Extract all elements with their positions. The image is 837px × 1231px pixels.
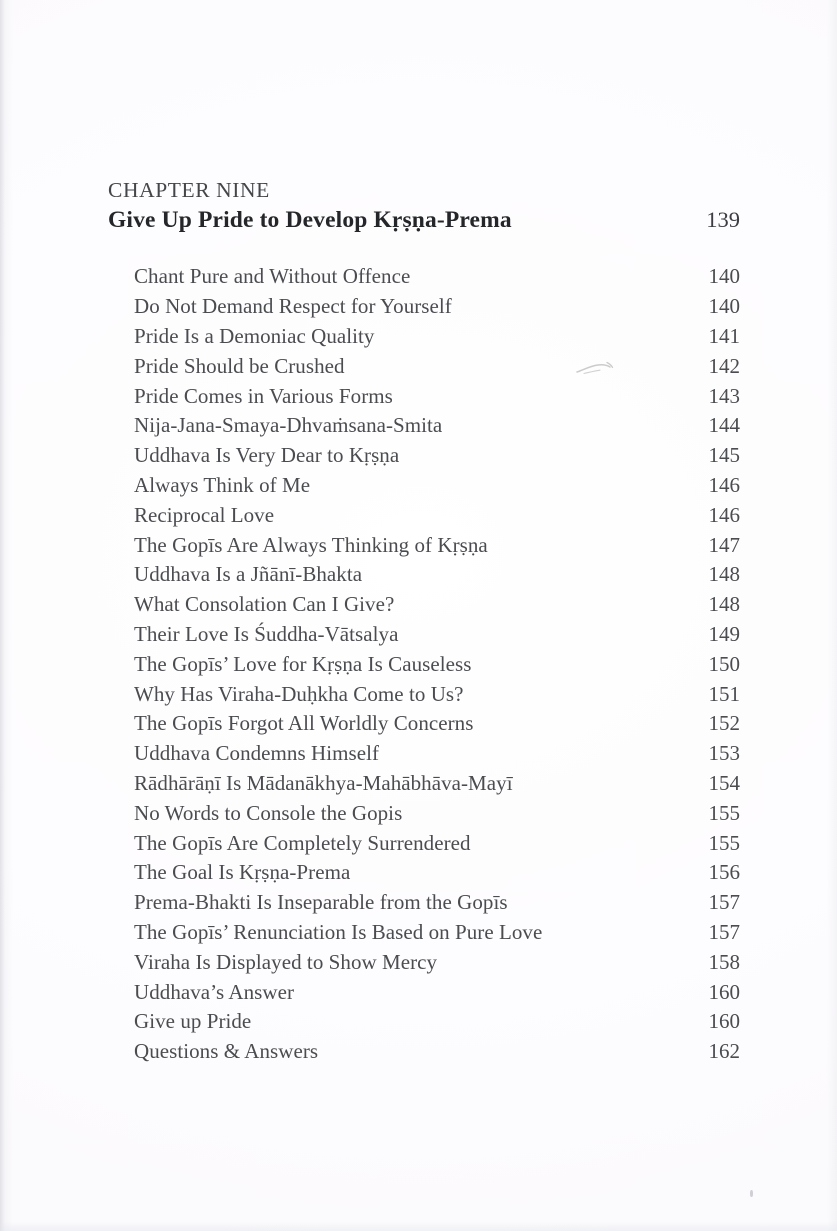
toc-entry-page-number: 151 <box>708 681 740 706</box>
toc-entry-page-number: 156 <box>708 860 740 885</box>
toc-entry-title: The Gopīs’ Love for Kṛṣṇa Is Causeless <box>134 651 472 676</box>
toc-row[interactable] <box>134 950 740 980</box>
toc-row[interactable] <box>134 413 740 443</box>
toc-row[interactable] <box>134 533 740 563</box>
toc-row[interactable] <box>134 1039 740 1069</box>
toc-entry-page-number: 152 <box>708 711 740 736</box>
toc-row[interactable] <box>134 443 740 473</box>
toc-entry-title: Pride Comes in Various Forms <box>134 383 393 408</box>
chapter-page-number: 139 <box>706 207 740 233</box>
toc-row[interactable] <box>134 741 740 771</box>
toc-entry-page-number: 149 <box>708 621 740 646</box>
scan-edge-right <box>827 0 837 1231</box>
table-of-contents <box>108 176 740 1069</box>
toc-entry-title: Uddhava Is a Jñānī-Bhakta <box>134 562 363 587</box>
toc-entry-page-number: 160 <box>708 1009 740 1034</box>
toc-entry-title: Chant Pure and Without Offence <box>134 264 411 289</box>
toc-entry-page-number: 143 <box>708 383 740 408</box>
toc-entry-title: No Words to Console the Gopis <box>134 800 403 825</box>
toc-row[interactable] <box>134 562 740 592</box>
toc-entry-title: Uddhava Is Very Dear to Kṛṣṇa <box>134 443 400 468</box>
toc-entry-page-number: 148 <box>708 562 740 587</box>
toc-entry-title: Nija-Jana-Smaya-Dhvaṁsana-Smita <box>134 413 443 438</box>
toc-entry-page-number: 150 <box>708 651 740 676</box>
toc-entry-page-number: 142 <box>708 353 740 378</box>
toc-entry-list <box>108 264 740 1069</box>
toc-entry-title: The Gopīs Forgot All Worldly Concerns <box>134 711 474 736</box>
toc-entry-page-number: 157 <box>708 890 740 915</box>
toc-entry-page-number: 146 <box>708 472 740 497</box>
toc-row[interactable] <box>134 801 740 831</box>
toc-row[interactable] <box>134 860 740 890</box>
chapter-title: Give Up Pride to Develop Kṛṣṇa-Prema <box>108 207 512 234</box>
toc-entry-title: What Consolation Can I Give? <box>134 592 395 617</box>
chapter-label: CHAPTER NINE <box>108 178 270 202</box>
toc-row[interactable] <box>134 264 740 294</box>
toc-entry-page-number: 140 <box>708 264 740 289</box>
toc-row[interactable] <box>134 354 740 384</box>
toc-entry-page-number: 146 <box>708 502 740 527</box>
toc-entry-title: The Goal Is Kṛṣṇa-Prema <box>134 860 351 885</box>
toc-row[interactable] <box>134 682 740 712</box>
toc-entry-page-number: 153 <box>708 741 740 766</box>
toc-entry-title: The Gopīs Are Always Thinking of Kṛṣṇa <box>134 532 488 557</box>
toc-entry-title: Their Love Is Śuddha-Vātsalya <box>134 621 399 646</box>
toc-entry-page-number: 144 <box>708 413 740 438</box>
toc-row[interactable] <box>134 920 740 950</box>
toc-entry-title: Viraha Is Displayed to Show Mercy <box>134 949 438 974</box>
toc-row[interactable] <box>134 384 740 414</box>
toc-entry-title: Pride Is a Demoniac Quality <box>134 323 375 348</box>
toc-entry-title: Prema-Bhakti Is Inseparable from the Gopīs <box>134 890 508 915</box>
toc-entry-title: Why Has Viraha-Duḥkha Come to Us? <box>134 681 464 706</box>
toc-entry-title: Rādhārāṇī Is Mādanākhya-Mahābhāva-Mayī <box>134 770 513 795</box>
toc-row[interactable] <box>134 711 740 741</box>
toc-entry-page-number: 141 <box>708 323 740 348</box>
toc-row[interactable] <box>134 980 740 1010</box>
toc-entry-title: Pride Should be Crushed <box>134 353 345 378</box>
toc-row[interactable] <box>134 294 740 324</box>
toc-row[interactable] <box>134 771 740 801</box>
toc-row[interactable] <box>134 324 740 354</box>
toc-entry-title: Uddhava Condemns Himself <box>134 741 379 766</box>
toc-entry-page-number: 140 <box>708 294 740 319</box>
toc-entry-page-number: 148 <box>708 592 740 617</box>
toc-entry-title: Give up Pride <box>134 1009 252 1034</box>
toc-row[interactable] <box>134 473 740 503</box>
toc-entry-page-number: 157 <box>708 919 740 944</box>
scan-edge-bottom <box>0 1222 837 1231</box>
toc-row[interactable] <box>134 831 740 861</box>
toc-entry-title: Do Not Demand Respect for Yourself <box>134 294 452 319</box>
toc-entry-page-number: 147 <box>708 532 740 557</box>
toc-row[interactable] <box>134 622 740 652</box>
toc-entry-page-number: 162 <box>708 1039 740 1064</box>
toc-entry-page-number: 155 <box>708 830 740 855</box>
toc-entry-title: Reciprocal Love <box>134 502 275 527</box>
toc-row[interactable] <box>134 652 740 682</box>
toc-entry-page-number: 158 <box>708 949 740 974</box>
toc-row[interactable] <box>134 1009 740 1039</box>
toc-entry-title: Always Think of Me <box>134 472 311 497</box>
toc-entry-page-number: 160 <box>708 979 740 1004</box>
toc-row[interactable] <box>134 503 740 533</box>
toc-entry-page-number: 155 <box>708 800 740 825</box>
scan-edge-left <box>0 0 14 1231</box>
chapter-heading-row <box>108 207 740 234</box>
scan-speck <box>750 1190 753 1197</box>
toc-entry-title: Questions & Answers <box>134 1039 319 1064</box>
toc-entry-page-number: 145 <box>708 443 740 468</box>
toc-entry-title: The Gopīs Are Completely Surrendered <box>134 830 471 855</box>
toc-entry-page-number: 154 <box>708 770 740 795</box>
toc-entry-title: The Gopīs’ Renunciation Is Based on Pure Love <box>134 919 543 944</box>
toc-row[interactable] <box>134 890 740 920</box>
toc-entry-title: Uddhava’s Answer <box>134 979 295 1004</box>
toc-row[interactable] <box>134 592 740 622</box>
